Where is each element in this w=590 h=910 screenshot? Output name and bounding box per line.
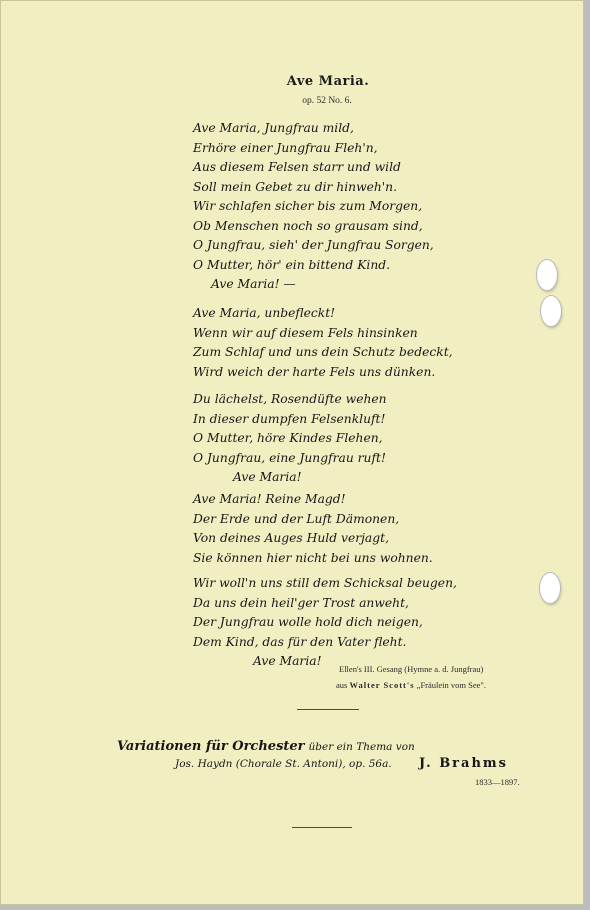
poem-line: Ob Menschen noch so grausam sind, [193, 218, 423, 233]
punch-hole-top [537, 260, 557, 290]
poem-line: Wird weich der harte Fels uns dünken. [193, 364, 436, 379]
stanza-3 [193, 490, 457, 672]
credit-line-2 [336, 680, 486, 690]
poem-refrain: Ave Maria! — [211, 277, 296, 291]
credit-prefix: aus [336, 680, 348, 690]
poem-line: Zum Schlaf und uns dein Schutz bedeckt, [193, 345, 453, 359]
poem-line: Der Erde und der Luft Dämonen, [193, 511, 400, 526]
composer-years: 1833—1897. [475, 777, 520, 787]
poem-line: Dem Kind, das für den Vater fleht. [193, 634, 407, 649]
poem-line: Da uns dein heil'ger Trost anweht, [193, 595, 409, 610]
stanza-1 [193, 119, 434, 295]
divider-1 [297, 709, 359, 710]
poem-line: Erhöre einer Jungfrau Fleh'n, [193, 140, 378, 155]
punch-hole-middle [541, 296, 561, 326]
composer-name [419, 756, 508, 771]
poem-line: Aus diesem Felsen starr und wild [193, 160, 401, 174]
stanza-2 [193, 304, 453, 488]
poem-line: Der Jungfrau wolle hold dich neigen, [193, 615, 423, 629]
poem-line: Ave Maria, Jungfrau mild, [193, 121, 354, 135]
credit-work: „Fräulein vom See". [416, 680, 486, 690]
poem-line: Soll mein Gebet zu dir hinweh'n. [193, 179, 398, 194]
opus-number: op. 52 No. 6. [302, 96, 352, 106]
poem-line: In dieser dumpfen Felsenkluft! [193, 411, 386, 426]
variations-source: Jos. Haydn (Chorale St. Antoni), op. 56a. [175, 758, 392, 770]
poem-line: O Jungfrau, eine Jungfrau ruft! [193, 450, 386, 465]
poem-line: Sie können hier nicht bei uns wohnen. [193, 550, 433, 565]
variations-heading: Variationen für Orchester [117, 739, 305, 754]
variations-title [117, 738, 415, 754]
page-edge-bottom [0, 905, 590, 910]
punch-hole-bottom [540, 573, 560, 603]
poem-line: Du lächelst, Rosendüfte wehen [193, 392, 387, 406]
poem-line: Von deines Auges Huld verjagt, [193, 531, 389, 545]
page-edge-right [584, 0, 590, 910]
poem-line: Wenn wir auf diesem Fels hinsinken [193, 325, 418, 340]
poem-line: O Jungfrau, sieh' der Jungfrau Sorgen, [193, 238, 434, 252]
poem-refrain: Ave Maria! [253, 654, 322, 668]
poem-line: Ave Maria, unbefleckt! [193, 306, 336, 320]
composer-label: J. Brahms [419, 756, 508, 771]
credit-line-1: Ellen's III. Gesang (Hymne a. d. Jungfrau) [339, 664, 484, 674]
poem-refrain: Ave Maria! [233, 470, 302, 484]
variations-subheading: über ein Thema von [308, 741, 415, 753]
poem-line: O Mutter, hör' ein bittend Kind. [193, 257, 391, 272]
poem-line: Ave Maria! Reine Magd! [193, 492, 346, 506]
poem-line: Wir schlafen sicher bis zum Morgen, [193, 199, 423, 213]
credit-author: Walter Scott's [349, 680, 415, 690]
divider-2 [292, 827, 352, 828]
poem-title: Ave Maria. [286, 74, 370, 89]
poem-line: Wir woll'n uns still dem Schicksal beugen, [193, 576, 457, 590]
poem-line: O Mutter, höre Kindes Flehen, [193, 431, 383, 445]
